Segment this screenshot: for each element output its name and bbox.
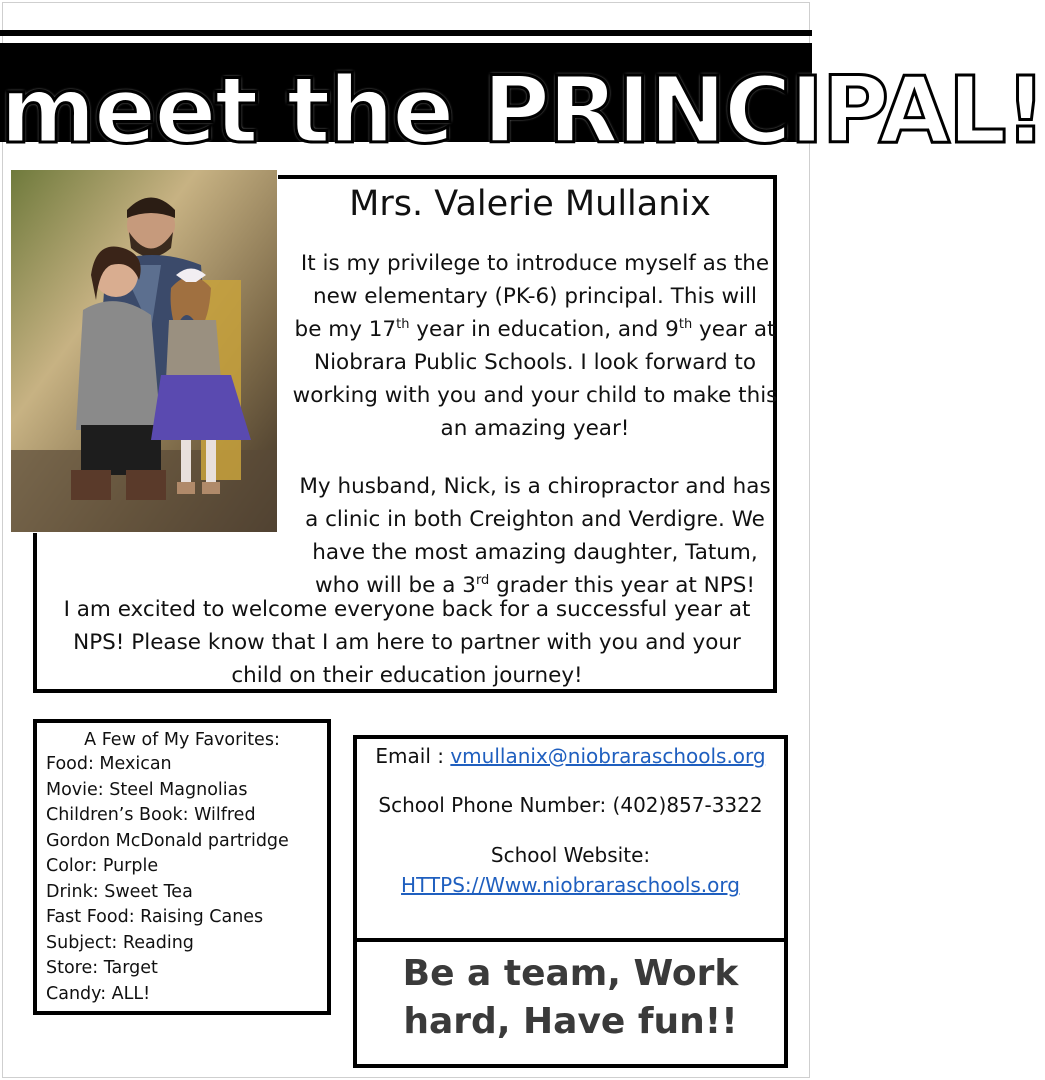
intro-line-part: be my 17 (294, 317, 397, 342)
intro-line-part: year at (692, 317, 776, 342)
welcome-line: child on their education journey! (231, 663, 583, 688)
intro-paragraph (280, 247, 790, 445)
favorites-title: A Few of My Favorites: (84, 730, 280, 750)
welcome-line: I am excited to welcome everyone back for a successful year at (63, 597, 751, 622)
favorite-item: Color: Purple (46, 856, 159, 876)
website-label: School Website: (490, 843, 651, 867)
motto (357, 950, 784, 1046)
family-photo-icon (11, 170, 277, 532)
favorite-item: Gordon McDonald partridge (46, 830, 289, 851)
intro-line: Niobrara Public Schools. I look forward to (313, 350, 757, 375)
family-line-part: grader this year at NPS! (489, 573, 755, 598)
family-line: have the most amazing daughter, Tatum, (312, 540, 758, 565)
ordinal-suffix: rd (475, 572, 490, 588)
banner-top-rule (0, 30, 812, 36)
favorites-list (46, 752, 289, 1007)
website-link[interactable]: HTTPS://Www.niobraraschools.org (401, 873, 740, 897)
family-paragraph (280, 470, 790, 602)
intro-line: new elementary (PK-6) principal. This will (313, 284, 757, 309)
favorite-item: Subject: Reading (46, 932, 194, 953)
email-line (357, 742, 784, 770)
intro-line-part: year in education, and 9 (409, 317, 679, 342)
header-banner (0, 43, 1045, 164)
email-label: Email : (375, 744, 451, 768)
favorite-item: Store: Target (46, 958, 158, 978)
favorite-item: Food: Mexican (46, 754, 172, 774)
page-title: meet the PRINCIPAL! (0, 57, 1045, 164)
favorite-item: Candy: ALL! (46, 983, 151, 1004)
phone-line: School Phone Number: (402)857-3322 (378, 793, 763, 817)
favorite-item: Fast Food: Raising Canes (46, 907, 264, 927)
email-link[interactable]: vmullanix@niobraraschools.org (450, 744, 766, 768)
favorite-item: Drink: Sweet Tea (46, 881, 193, 902)
principal-name: Mrs. Valerie Mullanix (349, 184, 711, 224)
welcome-line: NPS! Please know that I am here to partner with you and your (73, 630, 741, 655)
family-photo (11, 170, 277, 532)
intro-line: It is my privilege to introduce myself as the (300, 251, 770, 276)
family-line-part: who will be a 3 (315, 573, 476, 598)
ordinal-suffix: th (678, 316, 693, 332)
website-line (357, 871, 784, 899)
intro-line: an amazing year! (440, 416, 630, 441)
family-line: a clinic in both Creighton and Verdigre. We (305, 507, 765, 532)
intro-line (280, 313, 790, 346)
ordinal-suffix: th (396, 316, 410, 332)
family-line: My husband, Nick, is a chiropractor and has (299, 474, 771, 499)
motto-line: hard, Have fun!! (403, 1001, 738, 1042)
favorite-item: Children’s Book: Wilfred (46, 805, 256, 825)
favorite-item: Movie: Steel Magnolias (46, 779, 248, 800)
motto-line: Be a team, Work (402, 953, 739, 994)
contact-divider (353, 938, 788, 942)
welcome-paragraph (42, 593, 772, 692)
intro-line: working with you and your child to make this (292, 383, 778, 408)
